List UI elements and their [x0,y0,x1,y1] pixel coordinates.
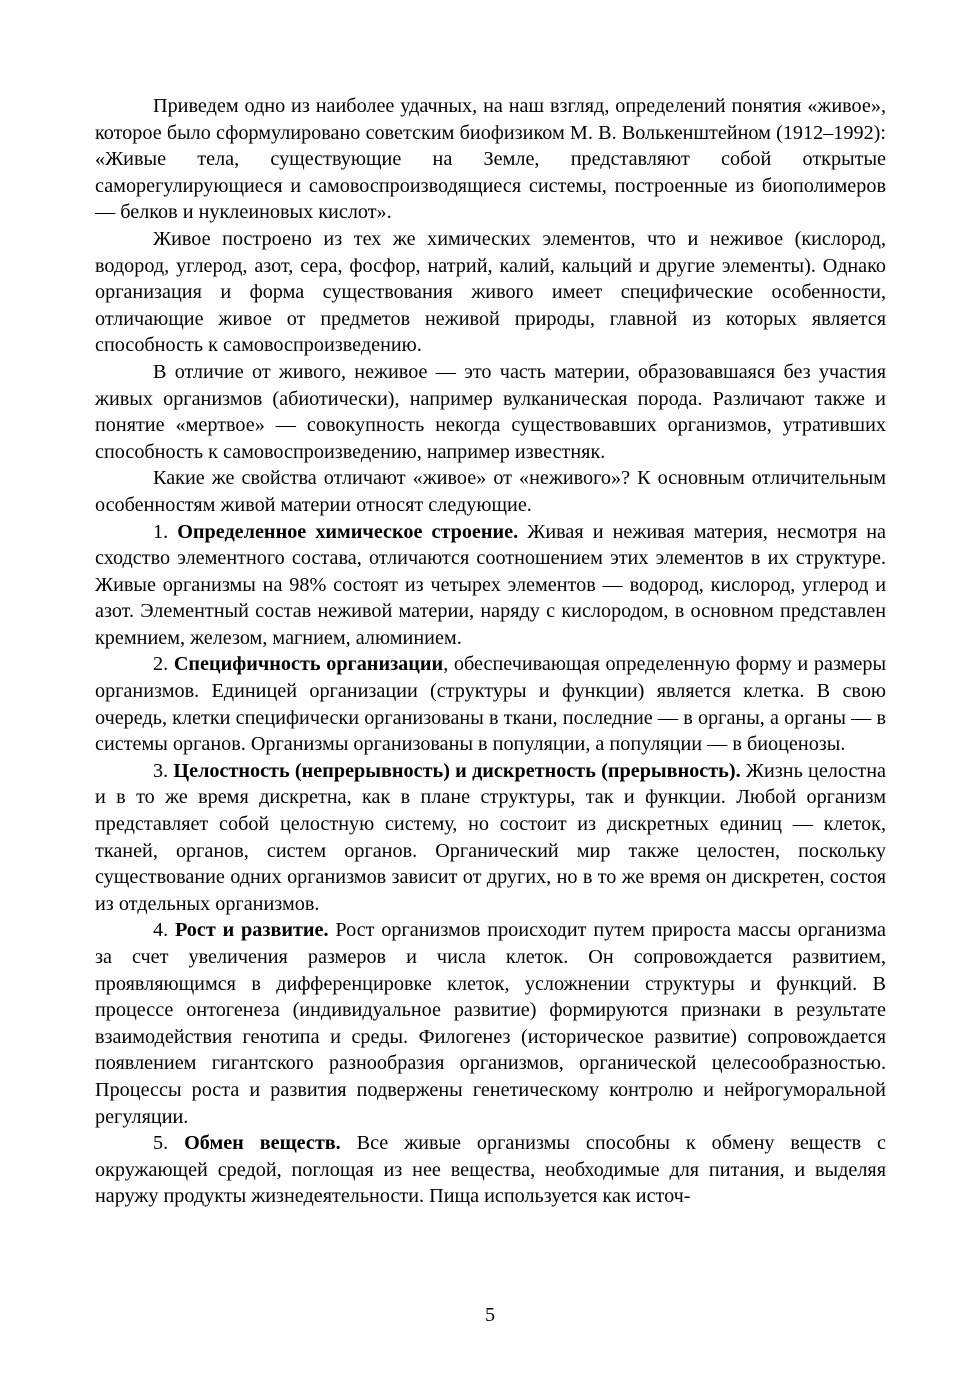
list-item-heading: Определенное химическое строение. [177,520,519,543]
list-item-number: 1. [153,520,169,543]
list-item-integrity [95,758,886,918]
page-number: 5 [484,1304,496,1326]
list-item-number: 2. [153,653,169,676]
list-item-chemical-structure [95,519,886,652]
list-item-text: Живая и неживая материя, несмотря на сходство элементного состава, отличаются соотношением этих элементов в их структуре. Живые организмы на 98% состоят из четырех элементов — водород, кислород, углерод и азот. Элементный состав неживой материи, наряду с кислородом, в основном представлен кремнием, железом, магнием, алюминием. [95,520,886,649]
list-item-number: 4. [153,919,169,942]
list-item-heading: Обмен веществ. [184,1132,341,1155]
list-item-heading: Специфичность организации [173,653,444,676]
list-item-organization [95,651,886,757]
list-item-metabolism [95,1130,886,1210]
paragraph-nonliving: В отличие от живого, неживое — это часть материи, образовавшаяся без участия живых организмов (абиотически), например вулканическая порода. Различают также и понятие «мертвое» — совокупность некогда существовавших организмов, утративших способность к самовоспроизведению, например известняк. [95,360,886,463]
paragraph-chemical-elements: Живое построено из тех же химических элементов, что и неживое (кислород, водород, углерод, азот, сера, фосфор, натрий, калий, кальций и другие элементы). Однако организация и форма существования живого имеет специфические особенности, отличающие живое от предметов неживой природы, главной из которых является способность к самовоспроизведению. [95,227,886,357]
list-item-text: Рост организмов происходит путем прироста массы организма за счет увеличения размеров и числа клеток. Он сопровождается развитием, проявляющимся в дифференцировке клеток, усложнении структуры и функций. В процессе онтогенеза (индивидуальное развитие) формируются признаки в результате взаимодействия генотипа и среды. Филогенез (историческое развитие) сопровождается появлением гигантского разнообразия организмов, органической целесообразностью. Процессы роста и развития подвержены генетическому контролю и нейрогуморальной регуляции. [95,919,887,1128]
list-item-number: 5. [153,1132,169,1155]
list-item-number: 3. [153,759,169,782]
list-item-text: Все живые организмы способны к обмену веществ с окружающей средой, поглощая из нее вещества, необходимые для питания, и выделяя наружу продукты жизнедеятельности. Пища используется как источ- [95,1132,886,1208]
paragraph-properties-question: Какие же свойства отличают «живое» от «неживого»? К основным отличительным особенностям живой материи относят следующие. [95,467,886,516]
list-item-heading: Целостность (непрерывность) и дискретность (прерывность). [173,759,741,782]
list-item-growth [95,917,886,1130]
list-item-heading: Рост и развитие. [174,919,329,942]
page-body [95,93,886,1210]
list-item-text: Жизнь целостна и в то же время дискретна, как в плане структуры, так и функции. Любой организм представляет собой целостную систему, но состоит из дискретных единиц — клеток, тканей, органов, систем органов. Органический мир также целостен, поскольку существование одних организмов зависит от других, но в то же время он дискретен, состоя из отдельных организмов. [95,759,887,915]
list-item-text: , обеспечивающая определенную форму и размеры организмов. Единицей организации (структуры и функции) является клетка. В свою очередь, клетки специфически организованы в ткани, последние — в органы, а органы — в системы органов. Организмы организованы в популяции, а популяции — в биоценозы. [95,653,887,756]
paragraph-intro: Приведем одно из наиболее удачных, на наш взгляд, определений понятия «живое», которое было сформулировано советским биофизиком М. В. Волькенштейном (1912–1992): «Живые тела, существующие на Земле, представляют собой открытые саморегулирующиеся и самовоспроизводящиеся системы, построенные из биополимеров — белков и нуклеиновых кислот». [95,95,886,224]
